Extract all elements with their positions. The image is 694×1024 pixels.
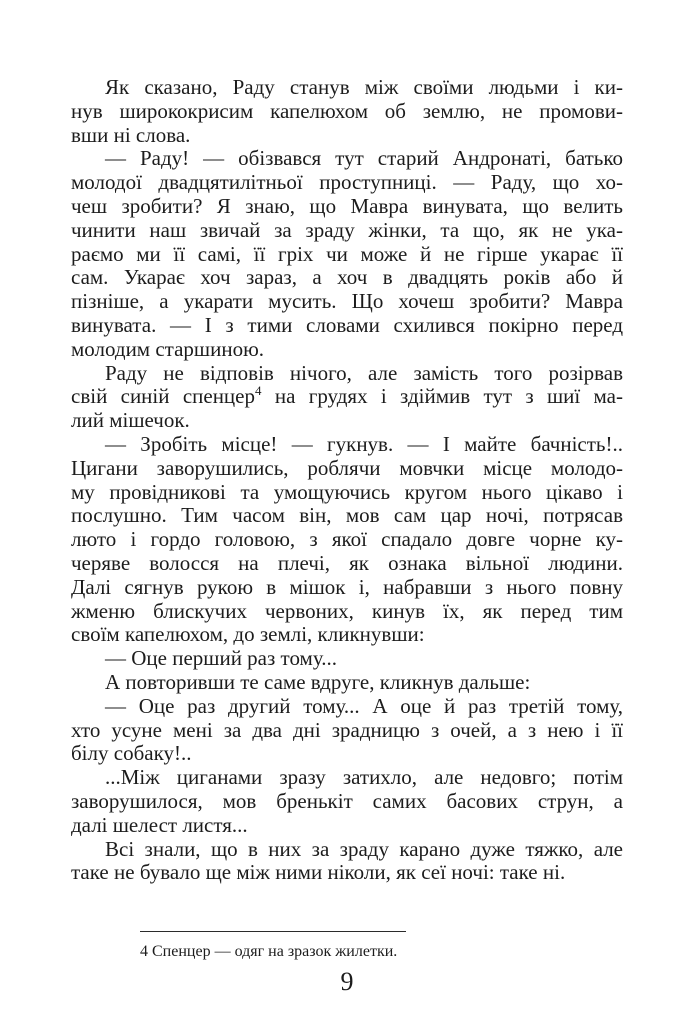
text-line: своїм капелюхом, до землі, кликнувши: [71, 622, 425, 647]
text-line: — Оце раз другий тому... А оце й раз третій тому, [105, 693, 623, 718]
text-line: ...Між циганами зразу затихло, але недовго; потім [105, 765, 623, 790]
body-text [71, 76, 623, 885]
text-line: пізніше, а укарати мусить. Що хочеш зробити? Мавра [71, 289, 623, 314]
footnote-text: 4 Спенцер — одяг на зразок жилетки. [140, 943, 398, 960]
paragraph [71, 838, 623, 886]
text-line: жменю блискучих червоних, кинув їх, як перед тим [71, 598, 623, 623]
text-line: заворушилося, мов бренькіт самих басових струн, а [71, 788, 623, 813]
text-line: свій синій спенцер$^4$ на грудях і здіймив тут з шиї ма- [71, 383, 623, 409]
text-line: нув ширококрисим капелюхом об землю, не промови- [71, 98, 623, 123]
text-line: А повторивши те саме вдруге, кликнув дальше: [105, 669, 531, 694]
footnote-reference: 4 [255, 383, 262, 399]
text-line: далі шелест листя... [71, 812, 248, 837]
text-line: таке не бувало ще між ними ніколи, як сеї ночі: таке ні. [71, 860, 566, 885]
page-number: 9 [340, 967, 354, 996]
paragraph [71, 362, 623, 433]
footnote-divider [140, 931, 406, 932]
paragraph [71, 766, 623, 837]
text-line: чеш зробити? Я знаю, що Мавра винувата, що велить [71, 193, 623, 218]
text-line: молодої двадцятилітньої проступниці. — Раду, що хо- [71, 170, 623, 195]
text-line: хто усуне мені за два дні зрадницю з очей, а з нею і її [71, 717, 623, 742]
paragraph [71, 695, 623, 766]
text-line: білу собаку!.. [71, 741, 192, 766]
text-line: Як сказано, Раду станув між своїми людьми і ки- [105, 75, 623, 99]
text-line: послушно. Тим часом він, мов сам цар ночі, потрясав [71, 503, 623, 528]
text-line: му провідникові та умощуючись кругом нього цікаво і [71, 479, 623, 504]
text-line: черяве волосся на плечі, як ознака вільної людини. [71, 550, 623, 575]
text-line: — Раду! — обізвався тут старий Андронаті, батько [105, 146, 623, 171]
text-line: раємо ми її самі, її гріх чи може й не гірше укарає її [71, 241, 623, 266]
text-line: лий мішечок. [71, 408, 190, 433]
text-line: сам. Укарає хоч зараз, а хоч в двадцять років або й [71, 265, 623, 290]
paragraph [71, 647, 623, 671]
text-line: Цигани заворушились, роблячи мовчки місце молодо- [71, 455, 623, 480]
text-line: Всі знали, що в них за зраду карано дуже тяжко, але [105, 836, 623, 861]
text-line: — Оце перший раз тому... [105, 646, 337, 671]
paragraph [71, 147, 623, 361]
text-line: винувата. — І з тими словами схилився покірно перед [71, 312, 623, 337]
text-line: вши ні слова. [71, 122, 191, 147]
text-line: Раду не відповів нічого, але замість того розірвав [105, 360, 623, 385]
text-line: молодим старшиною. [71, 336, 265, 361]
text-line: чинити наш звичай за зраду жінки, та що, як не ука- [71, 217, 623, 242]
paragraph [71, 76, 623, 147]
text-line: люто і гордо головою, з якої спадало довге чорне ку- [71, 527, 623, 552]
text-line: — Зробіть місце! — гукнув. — І майте бачність!.. [105, 431, 623, 456]
paragraph [71, 671, 623, 695]
paragraph [71, 433, 623, 647]
text-line: Далі сягнув рукою в мішок і, набравши з нього повну [71, 574, 623, 599]
